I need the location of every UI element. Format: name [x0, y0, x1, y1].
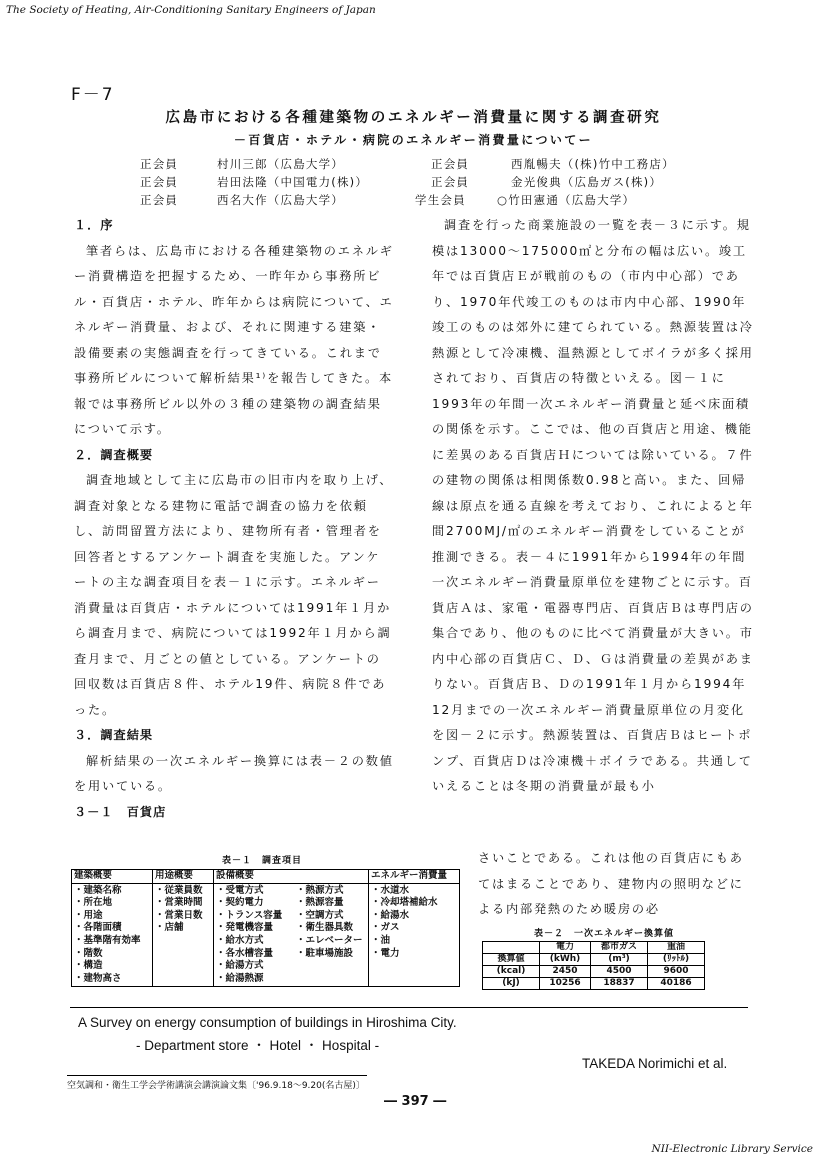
list-item: ・駐車場施設	[296, 947, 354, 959]
table-header: 都市ガス	[591, 942, 648, 954]
author-role: 正会員	[140, 157, 179, 171]
section-body: 調査地域として主に広島市の旧市内を取り上げ、調査対象となる建物に電話で調査の協力を依頼し、訪問留置方法により、建物所有者・管理者を回答者とするアンケート調査を実施した。アンケートの主な調査項目を表－１に示す。エネルギー消費量は百貨店・ホテルについては1991年１月から調査月まで、病院については1992年１月から調査月まで、月ごとの値としている。アンケートの回収数は百貨店８件、ホテル19件、病院８件であった。	[74, 473, 394, 717]
table-cell	[369, 883, 460, 987]
list-item: ・階数	[74, 947, 103, 959]
society-header: The Society of Heating, Air-Conditioning Sanitary Engineers of Japan	[6, 4, 376, 16]
list-item: ・油	[371, 934, 391, 946]
list-item: ・従業員数	[155, 884, 203, 896]
list-item: ・用途	[74, 909, 103, 921]
list-item: ・所在地	[74, 897, 113, 909]
list-item: ・電力	[371, 947, 400, 959]
table-header	[483, 942, 540, 954]
list-item: ・ガス	[371, 922, 400, 934]
author-list	[140, 156, 675, 210]
list-item: ・発電機容量	[216, 922, 274, 934]
list-item: ・熱源方式	[296, 884, 344, 896]
author-role: 正会員	[431, 175, 470, 189]
table-header: エネルギー消費量	[369, 870, 460, 884]
list-item: ・熱源容量	[296, 897, 344, 909]
table-cell: (kcal)	[483, 966, 540, 978]
english-subtitle: - Department store ・ Hotel ・ Hospital -	[136, 1038, 380, 1053]
section-body: 筆者らは、広島市における各種建築物のエネルギー消費構造を把握するため、一昨年から事務所ビル・百貨店・ホテル、昨年からは病院について、エネルギー消費量、および、それに関連する建築・設備要素の実態調査を行ってきている。これまで事務所ビルについて解析結果¹⁾を報告してきた。本報では事務所ビル以外の３種の建築物の調査結果について示す。	[74, 243, 394, 436]
list-item: ・営業時間	[155, 897, 203, 909]
author-name: 村川三郎（広島大学）	[217, 157, 344, 171]
table-row	[483, 978, 705, 990]
subsection-heading: ３－１ 百貨店	[74, 804, 167, 819]
table-cell: (ﾘｯﾄﾙ)	[648, 954, 705, 966]
english-title: A Survey on energy consumption of buildings in Hiroshima City.	[78, 1015, 457, 1030]
table-cell: 9600	[648, 966, 705, 978]
author-name: 岩田法隆（中国電力(株)）	[217, 175, 369, 189]
author-row	[140, 174, 675, 192]
author-role: 正会員	[140, 175, 179, 189]
author-row	[140, 192, 675, 210]
section-heading: ２．調査概要	[74, 447, 154, 462]
list-item: ・構造	[74, 960, 103, 972]
table-cell: (m³)	[591, 954, 648, 966]
table-cell: 18837	[591, 978, 648, 990]
table-header: 重油	[648, 942, 705, 954]
author-name: ○竹田憲通（広島大学）	[497, 193, 636, 207]
author-name: 西名大作（広島大学）	[217, 193, 344, 207]
list-item: ・空調方式	[296, 909, 344, 921]
table-row	[483, 966, 705, 978]
paper-subtitle: －百貨店・ホテル・病院のエネルギー消費量についてー	[233, 133, 594, 147]
author-row	[140, 156, 675, 174]
list-item: ・トランス容量	[216, 909, 283, 921]
table-cell: 2450	[540, 966, 591, 978]
table-cell	[153, 883, 214, 987]
list-item: ・給湯方式	[216, 960, 264, 972]
table1	[71, 869, 460, 987]
author-role: 正会員	[140, 193, 179, 207]
author-name: 金光俊典（広島ガス(株)）	[511, 175, 663, 189]
paper-title: 広島市における各種建築物のエネルギー消費量に関する調査研究	[165, 110, 662, 126]
table-cell: (kJ)	[483, 978, 540, 990]
list-item: ・契約電力	[216, 897, 264, 909]
table-cell: 10256	[540, 978, 591, 990]
list-item: ・受電方式	[216, 884, 264, 896]
library-footer: NII-Electronic Library Service	[651, 1143, 813, 1155]
list-item: ・給湯水	[371, 909, 410, 921]
section-body: 解析結果の一次エネルギー換算には表－２の数値を用いている。	[74, 753, 394, 793]
author-role: 学生会員	[415, 193, 466, 207]
author-role: 正会員	[431, 157, 470, 171]
list-item: ・各階面積	[74, 922, 122, 934]
table-cell: 4500	[591, 966, 648, 978]
table-cell: (kWh)	[540, 954, 591, 966]
table-cell	[214, 883, 369, 987]
table2	[482, 941, 705, 990]
table2-caption: 表－２ 一次エネルギー換算値	[534, 929, 675, 939]
table-header: 用途概要	[153, 870, 214, 884]
table-header: 建築概要	[72, 870, 153, 884]
table-cell: 換算値	[483, 954, 540, 966]
list-item: ・衛生器具数	[296, 922, 354, 934]
right-column-wrap	[478, 846, 754, 923]
table-header: 設備概要	[214, 870, 369, 884]
author-name: 西胤暢夫（(株)竹中工務店）	[511, 157, 675, 171]
table-cell	[72, 883, 153, 987]
list-item: ・建築名称	[74, 884, 122, 896]
list-item: ・給水方式	[216, 934, 264, 946]
table-row	[483, 954, 705, 966]
list-item: ・基準階有効率	[74, 934, 141, 946]
table-header: 電力	[540, 942, 591, 954]
footnote-divider	[67, 1075, 367, 1076]
table1-caption: 表－１ 調査項目	[222, 856, 303, 866]
page-number: ― 397 ―	[384, 1094, 447, 1109]
right-column	[432, 213, 754, 800]
footnote: 空気調和・衛生工学会学術講演会講演論文集〔'96.9.18～9.20(名古屋)〕	[67, 1081, 365, 1091]
list-item: ・建物高さ	[74, 972, 122, 984]
list-item: ・給湯熱源	[216, 972, 264, 984]
section-heading: １．序	[74, 218, 114, 232]
left-column	[74, 213, 394, 825]
list-item: ・冷却塔補給水	[371, 897, 438, 909]
english-authors: TAKEDA Norimichi et al.	[582, 1056, 728, 1071]
paper-id: F－7	[71, 85, 115, 105]
list-item: ・営業日数	[155, 909, 203, 921]
divider	[70, 1007, 748, 1008]
table-cell: 40186	[648, 978, 705, 990]
section-heading: ３．調査結果	[74, 728, 154, 742]
list-item: ・水道水	[371, 884, 410, 896]
section-body: 調査を行った商業施設の一覧を表－３に示す。規模は13000～175000㎡と分布の幅は広い。竣工年では百貨店Ｅが戦前のもの（市内中心部）であり、1970年代竣工のものは市内中心部、1990年竣工のものは郊外に建てられている。熱源装置は冷熱源として冷凍機、温熱源としてボイラが多く採用されており、百貨店の特徴といえる。図－１に1993年の年間一次エネルギー消費量と延べ床面積の関係を示す。ここでは、他の百貨店と用途、機能に差異のある百貨店Ｈについては除いている。７件の建物の関係は相関係数0.98と高い。また、回帰線は原点を通る直線を考えており、これによると年間2700MJ/㎡のエネルギー消費をしていることが推測できる。表－４に1991年から1994年の年間一次エネルギー消費量原単位を建物ごとに示す。百貨店Ａは、家電・電器専門店、百貨店Ｂは専門店の集合であり、他のものに比べて消費量が大きい。市内中心部の百貨店Ｃ、Ｄ、Ｇは消費量の差異があまりない。百貨店Ｂ、Ｄの1991年１月から1994年12月までの一次エネルギー消費量原単位の月変化を図－２に示す。熱源装置は、百貨店Ｂはヒートポンプ、百貨店Ｄは冷凍機＋ボイラである。共通していえることは冬期の消費量が最も小	[432, 218, 754, 793]
list-item: ・各水槽容量	[216, 947, 274, 959]
list-item: ・エレベーター	[296, 934, 363, 946]
section-body: さいことである。これは他の百貨店にもあてはまることであり、建物内の照明などによる内部発熱のため暖房の必	[478, 851, 744, 916]
list-item: ・店舗	[155, 922, 184, 934]
